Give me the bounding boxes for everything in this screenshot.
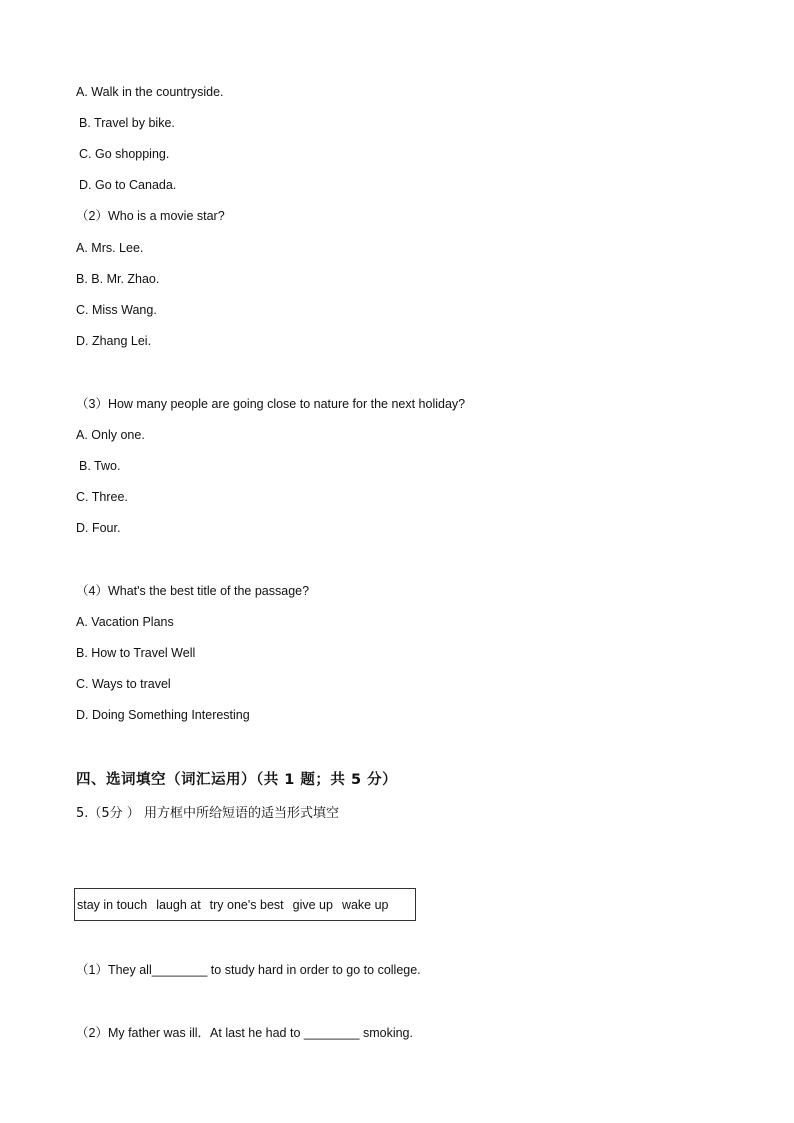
q2-option-d: D. Zhang Lei.	[76, 334, 152, 348]
question-5-instruction: 5.（5分 ） 用方框中所给短语的适当形式填空	[76, 806, 339, 821]
q3-option-d: D. Four.	[76, 521, 121, 535]
q2-option-b: B. B. Mr. Zhao.	[76, 272, 160, 286]
word-bank-item: try one's best	[209, 897, 284, 912]
q2-stem: （2）Who is a movie star?	[76, 209, 225, 223]
word-bank-item: stay in touch	[77, 897, 148, 912]
q4-option-d: D. Doing Something Interesting	[76, 708, 250, 722]
q4-stem: （4）What's the best title of the passage?	[76, 584, 310, 598]
q4-option-b: B. How to Travel Well	[76, 646, 196, 660]
word-bank-item: wake up	[341, 897, 389, 912]
blank-sentence-2: （2）My father was ill．At last he had to ________ smoking.	[76, 1026, 413, 1040]
q3-option-a: A. Only one.	[76, 428, 145, 442]
q1-option-a: A. Walk in the countryside.	[76, 85, 224, 99]
q1-option-b: B. Travel by bike.	[79, 116, 175, 130]
q3-option-b: B. Two.	[79, 459, 121, 473]
q4-option-a: A. Vacation Plans	[76, 615, 174, 629]
q1-option-d: D. Go to Canada.	[79, 178, 177, 192]
q3-option-c: C. Three.	[76, 490, 128, 504]
blank-sentence-1: （1）They all________ to study hard in order to go to college.	[76, 963, 421, 977]
q2-option-a: A. Mrs. Lee.	[76, 241, 144, 255]
q1-option-c: C. Go shopping.	[79, 147, 170, 161]
section-title: 四、选词填空（词汇运用）（共 1 题；共 5 分）	[76, 772, 398, 788]
q2-option-c: C. Miss Wang.	[76, 303, 157, 317]
q3-stem: （3）How many people are going close to nature for the next holiday?	[76, 397, 466, 411]
q4-option-c: C. Ways to travel	[76, 677, 171, 691]
word-bank-item: give up	[292, 897, 333, 912]
word-bank-item: laugh at	[156, 897, 201, 912]
word-bank-box	[74, 888, 416, 921]
